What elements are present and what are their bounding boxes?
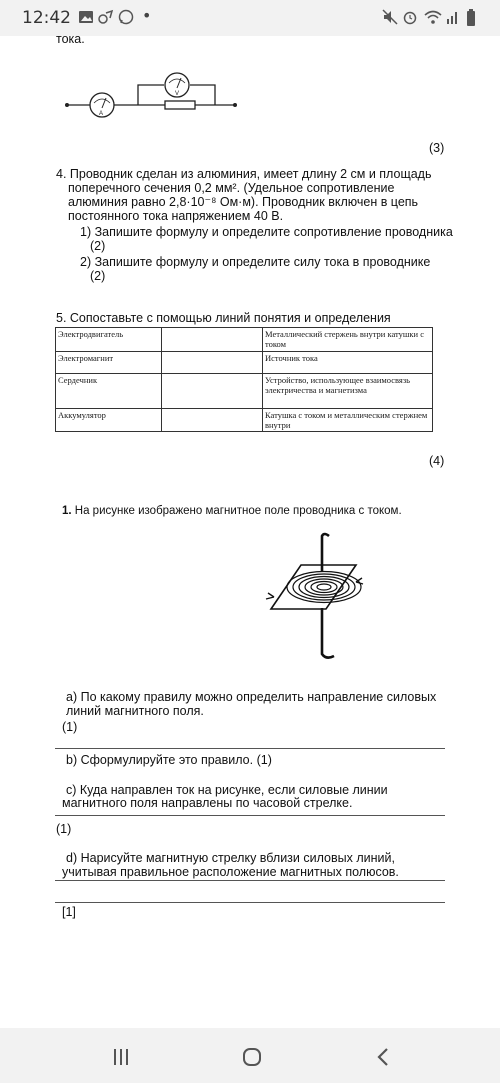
q4-item-2-score: (2) (90, 269, 106, 283)
question-c-line-2: магнитного поля направлены по часовой стрелке. (62, 796, 353, 810)
ammeter-icon (90, 93, 114, 117)
q4-line-4: постоянного тока напряжением 40 В. (68, 209, 284, 223)
question-a-line-1: a) По какому правилу можно определить направление силовых (66, 690, 437, 704)
q5-score: (4) (429, 454, 445, 468)
field-line-arrow (266, 597, 274, 599)
q4-line-3: алюминия равно 2,8·10⁻⁸ Ом·м). Проводник включен в цепь (68, 195, 419, 209)
table-row (56, 352, 433, 374)
alarm-icon (402, 9, 418, 25)
recent-apps-button[interactable] (112, 1048, 130, 1066)
table-row (56, 409, 433, 432)
blank-cell[interactable] (162, 409, 263, 432)
q4-item-1: 1) Запишите формулу и определите сопротивление проводника (80, 225, 453, 239)
q3-score: (3) (429, 141, 445, 155)
concept-cell: Аккумулятор (56, 409, 162, 432)
definition-cell: Устройство, использующее взаимосвязь электричества и магнетизма (263, 374, 433, 409)
answer-line-c[interactable] (55, 815, 445, 816)
answer-line-d-1[interactable] (55, 880, 445, 881)
document-page[interactable] (0, 32, 500, 1028)
table-row (56, 328, 433, 352)
definition-cell: Источник тока (263, 352, 433, 374)
magnet-question-text: На рисунке изображено магнитное поле проводника с током. (71, 505, 402, 517)
magnetic-field-figure (244, 526, 374, 666)
circuit-diagram (60, 56, 240, 126)
battery-icon (466, 9, 478, 27)
blank-cell[interactable] (162, 374, 263, 409)
magnet-question-title (62, 504, 402, 519)
question-b-text: b) Сформулируйте это правило. (1) (66, 753, 272, 767)
left-terminal (65, 103, 69, 107)
question-d-line-1: d) Нарисуйте магнитную стрелку вблизи силовых линий, (66, 851, 395, 865)
question-c-line-1: c) Куда направлен ток на рисунке, если силовые линии (66, 783, 388, 797)
back-button[interactable] (374, 1047, 392, 1067)
whatsapp-icon (118, 9, 134, 25)
app-notification-icon (98, 9, 114, 25)
matching-table (55, 327, 433, 432)
right-terminal (233, 103, 237, 107)
field-lines (287, 572, 361, 603)
blank-cell[interactable] (162, 352, 263, 374)
voltmeter-icon (165, 73, 189, 97)
q4-item-1-score: (2) (90, 239, 106, 253)
question-d-line-2: учитывая правильное расположение магнитных полюсов. (62, 865, 399, 879)
voltmeter-label: V (175, 91, 180, 97)
cut-off-text: тока. (56, 32, 85, 46)
q4-line-2: поперечного сечения 0,2 мм². (Удельное сопротивление (68, 181, 395, 195)
definition-cell: Металлический стержень внутри катушки с током (263, 328, 433, 352)
home-button[interactable] (242, 1047, 262, 1067)
q5-title: 5. Сопоставьте с помощью линий понятия и определения (56, 311, 391, 325)
question-c-score: (1) (56, 822, 72, 836)
question-a-line-2: линий магнитного поля. (66, 704, 204, 718)
question-d-score: [1] (62, 905, 76, 919)
ammeter-label: A (99, 111, 104, 117)
question-a-score: (1) (62, 720, 78, 734)
navigation-bar (0, 1028, 500, 1083)
magnet-question-number: 1. (62, 505, 72, 517)
concept-cell: Электромагнит (56, 352, 162, 374)
blank-cell[interactable] (162, 328, 263, 352)
definition-cell: Катушка с током и металлическим стержнем внутри (263, 409, 433, 432)
gallery-notification-icon (78, 9, 94, 25)
conductor-wire (322, 534, 334, 658)
resistor-icon (165, 101, 195, 109)
concept-cell: Сердечник (56, 374, 162, 409)
mute-icon (382, 9, 398, 25)
q4-line-1: 4. Проводник сделан из алюминия, имеет длину 2 см и площадь (56, 167, 432, 181)
more-notifications-dot: • (142, 6, 152, 25)
wifi-icon (424, 9, 442, 25)
signal-icon (446, 9, 460, 25)
q4-item-2: 2) Запишите формулу и определите силу тока в проводнике (80, 255, 431, 269)
answer-line-a[interactable] (55, 748, 445, 749)
status-bar (0, 0, 500, 36)
concept-cell: Электродвигатель (56, 328, 162, 352)
table-row (56, 374, 433, 409)
clock: 12:42 (22, 8, 71, 28)
answer-line-d-2[interactable] (55, 902, 445, 903)
